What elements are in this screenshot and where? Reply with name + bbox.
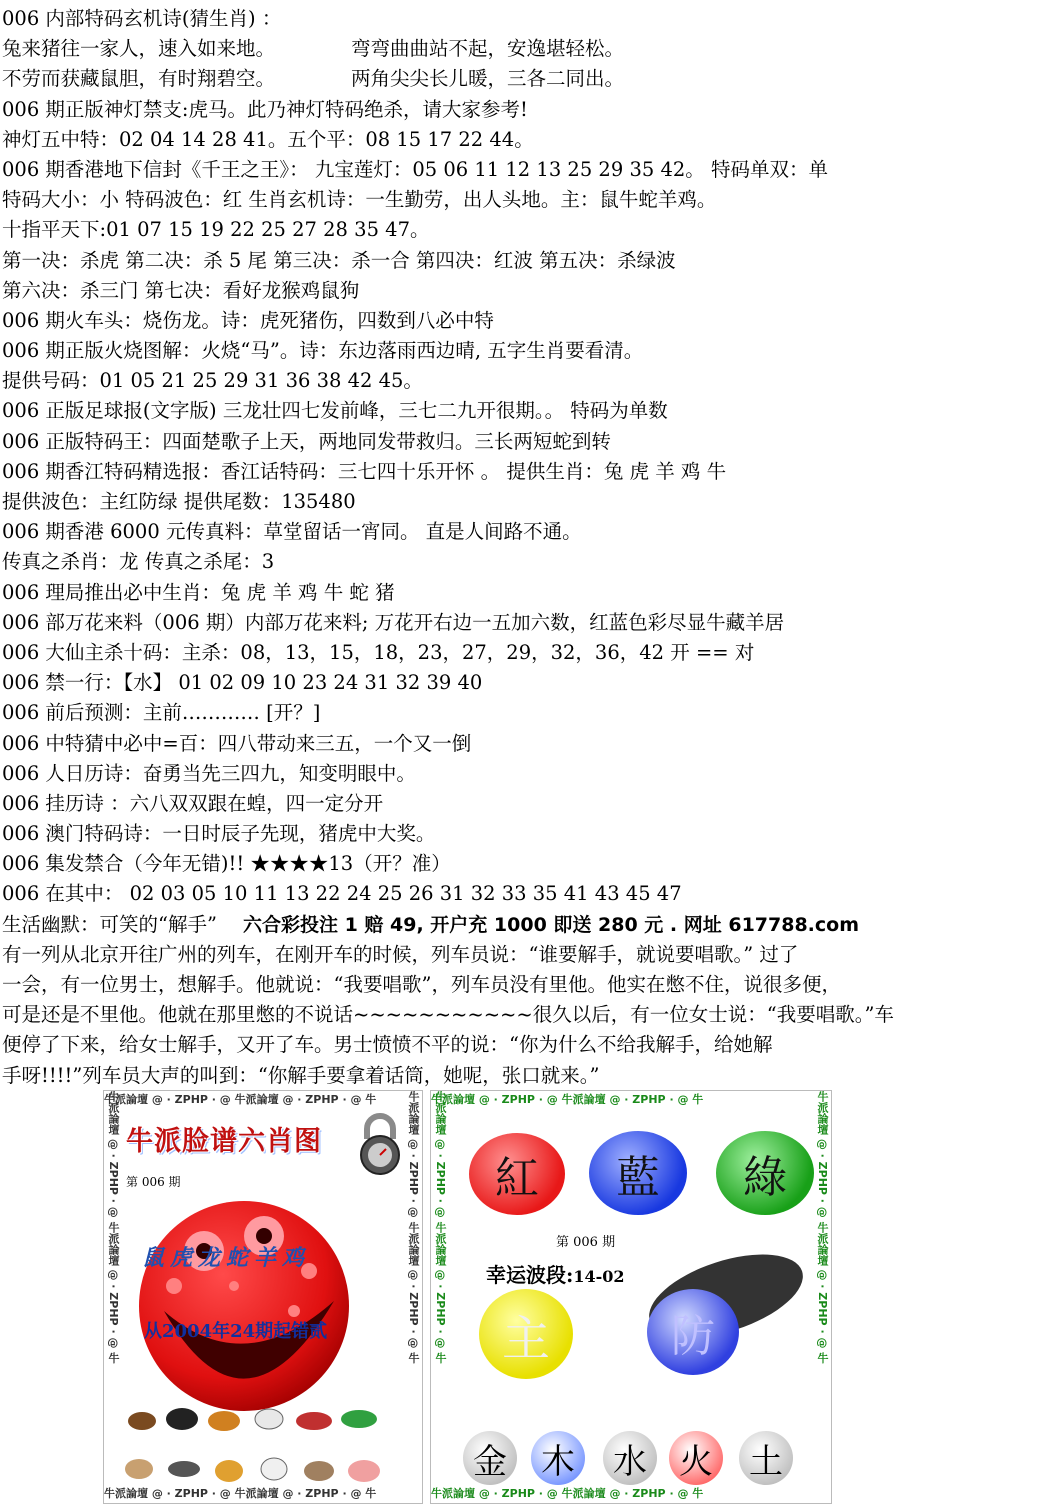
element-wood: 木 <box>531 1431 585 1485</box>
text-segment: 不劳而获藏鼠胆，有时翔碧空。 <box>2 67 276 91</box>
text-line: 006 挂历诗 ：六八双双跟在蝗，四一定分开 <box>2 791 384 815</box>
text-line <box>2 34 1042 64</box>
text-segment: 弯弯曲曲站不起，安逸堪轻松。 <box>351 37 625 61</box>
lucky-wave-value: 14-02 <box>573 1267 625 1286</box>
article-lines <box>2 4 1042 910</box>
element-water: 水 <box>603 1431 657 1485</box>
lucky-wave-label: 幸运波段:14-02 <box>486 1263 625 1287</box>
error-note: 从2004年24期起错贰 <box>144 1321 328 1342</box>
element-gold: 金 <box>463 1431 517 1485</box>
watermark-left: 牛派論壇 @ · ZPHP · @ 牛派論壇 @ · ZPHP · @ 牛 <box>434 1091 447 1364</box>
text-line: 006 期香港 6000 元传真料：草堂留话一宵同。 直是人间路不通。 <box>2 520 582 544</box>
text-line: 神灯五中特：02 04 14 28 41。五个平：08 15 17 22 44。 <box>2 127 534 151</box>
red-ball: 紅 <box>469 1133 565 1215</box>
green-ball: 綠 <box>716 1131 814 1215</box>
panel-title: 牛派脸谱六肖图 <box>126 1126 322 1157</box>
text-line: 第六决：杀三门 第七决：看好龙猴鸡鼠狗 <box>2 278 360 302</box>
text-line: 提供波色：主红防绿 提供尾数：135480 <box>2 490 356 513</box>
text-line: 特码大小：小 特码波色：红 生肖玄机诗：一生勤劳，出人头地。主：鼠牛蛇羊鸡。 <box>2 188 717 212</box>
text-line: 006 在其中： 02 03 05 10 11 13 22 24 25 26 31 32 33 35 41 43 45 47 <box>2 882 682 906</box>
red-smiley-face <box>134 1191 354 1421</box>
text-line: 006 内部特码玄机诗(猜生肖) ： <box>2 7 282 30</box>
text-line: 006 期香港地下信封《千王之王》： 九宝莲灯：05 06 11 12 13 25 29 35 42。 特码单双：单 <box>2 157 828 181</box>
text-line: 006 集发禁合（今年无错)!! ★★★★13（开？准） <box>2 852 451 876</box>
element-fire: 火 <box>669 1431 723 1485</box>
text-line: 006 正版足球报(文字版) 三龙壮四七发前峰，三七二九开很期。。 特码为单数 <box>2 399 668 423</box>
text-line: 006 期正版火烧图解：火烧“马”。诗：东边落雨西边晴, 五字生肖要看清。 <box>2 339 644 363</box>
document-body <box>2 4 1042 1091</box>
watermark-right: 牛派論壇 @ · ZPHP · @ 牛派論壇 @ · ZPHP · @ 牛 <box>407 1091 420 1364</box>
text-line: 006 期正版神灯禁支:虎马。此乃神灯特码绝杀，请大家参考! <box>2 97 528 121</box>
humor-label: 生活幽默：可笑的“解手” <box>2 912 217 936</box>
text-line: 006 禁一行：【水】 01 02 09 10 23 24 31 32 39 40 <box>2 671 483 695</box>
watermark-right: 牛派論壇 @ · ZPHP · @ 牛派論壇 @ · ZPHP · @ 牛 <box>816 1091 829 1364</box>
guard-ball: 防 <box>647 1289 739 1375</box>
issue-number: 第 006 期 <box>556 1235 616 1250</box>
watermark-top: 牛派論壇 @ · ZPHP · @ 牛派論壇 @ · ZPHP · @ 牛 <box>104 1093 377 1106</box>
zodiac-animals-illustration <box>124 1391 404 1491</box>
text-line: 十指平天下:01 07 15 19 22 25 27 28 35 47。 <box>2 218 430 242</box>
watermark-top: 牛派論壇 @ · ZPHP · @ 牛派論壇 @ · ZPHP · @ 牛 <box>431 1093 704 1106</box>
story-line: 可是还是不里他。他就在那里憋的不说话~~~~~~~~~~~很久以后，有一位女士说：“我要唱歌。”车 <box>2 1003 894 1027</box>
text-line: 传真之杀肖：龙 传真之杀尾：3 <box>2 550 275 574</box>
story-line: 有一列从北京开往广州的列车，在刚开车的时候，列车员说：“谁要解手，就说要唱歌。” 过了 <box>2 942 799 966</box>
text-line: 006 大仙主杀十码：主杀：08，13，15，18，23，27，29，32，36，42 开 == 对 <box>2 640 755 664</box>
humor-heading-row <box>2 910 1042 940</box>
issue-number: 第 006 期 <box>126 1175 181 1189</box>
text-line: 006 人日历诗：奋勇当先三四九，知变明眼中。 <box>2 761 416 785</box>
watermark-bottom: 牛派論壇 @ · ZPHP · @ 牛派論壇 @ · ZPHP · @ 牛 <box>104 1487 377 1500</box>
padlock-icon <box>349 1111 411 1177</box>
story-line: 便停了下来，给女士解手，又开了车。男士愤愤不平的说：“你为什么不给我解手，给她解 <box>2 1033 773 1057</box>
text-line: 006 部万花来料（006 期）内部万花来料; 万花开右边一五加六数，红蓝色彩尽显牛藏羊居 <box>2 610 785 634</box>
watermark-bottom: 牛派論壇 @ · ZPHP · @ 牛派論壇 @ · ZPHP · @ 牛 <box>431 1487 704 1500</box>
five-elements-row <box>463 1431 803 1485</box>
text-segment: 兔来猪往一家人，速入如来地。 <box>2 37 276 61</box>
story-line: 一会，有一位男士，想解手。他就说：“我要唱歌”，列车员没有里他。他实在憋不住，说很多便， <box>2 973 841 996</box>
text-line: 006 期火车头：烧伤龙。诗：虎死猪伤，四数到八必中特 <box>2 308 494 332</box>
humor-story <box>2 940 1042 1091</box>
text-line: 006 中特猜中必中=百：四八带动来三五，一个又一倒 <box>2 731 472 755</box>
text-line: 006 正版特码王：四面楚歌子上天，两地同发带救归。三长两短蛇到转 <box>2 429 611 453</box>
text-line: 提供号码：01 05 21 25 29 31 36 38 42 45。 <box>2 369 423 393</box>
text-segment: 两角尖尖长儿暖，三各二同出。 <box>351 67 625 91</box>
blue-ball: 藍 <box>589 1131 687 1215</box>
text-line: 第一决：杀虎 第二决：杀 5 尾 第三决：杀一合 第四决：红波 第五决：杀绿波 <box>2 248 676 272</box>
text-line: 006 前后预测：主前………… [开？] <box>2 701 321 725</box>
face-six-zodiac-panel <box>103 1090 423 1504</box>
text-line <box>2 64 1042 94</box>
text-line: 006 理局推出必中生肖：兔 虎 羊 鸡 牛 蛇 猪 <box>2 580 395 604</box>
wave-color-panel <box>430 1090 832 1504</box>
text-line: 006 澳门特码诗：一日时辰子先现，猪虎中大奖。 <box>2 822 436 846</box>
six-zodiacs: 鼠虎龙蛇羊鸡 <box>142 1245 311 1271</box>
text-line: 006 期香江特码精选报：香江话特码：三七四十乐开怀 。 提供生肖：兔 虎 羊 鸡 牛 <box>2 459 727 483</box>
watermark-left: 牛派論壇 @ · ZPHP · @ 牛派論壇 @ · ZPHP · @ 牛 <box>107 1091 120 1364</box>
main-ball: 主 <box>479 1289 573 1379</box>
lottery-ad: 六合彩投注 1 赔 49, 开户充 1000 即送 280 元 . 网址 617788.com <box>242 913 860 936</box>
story-line: 手呀!!!!”列车员大声的叫到：“你解手要拿着话筒，她呢，张口就来。” <box>2 1063 600 1087</box>
element-earth: 土 <box>739 1431 793 1485</box>
